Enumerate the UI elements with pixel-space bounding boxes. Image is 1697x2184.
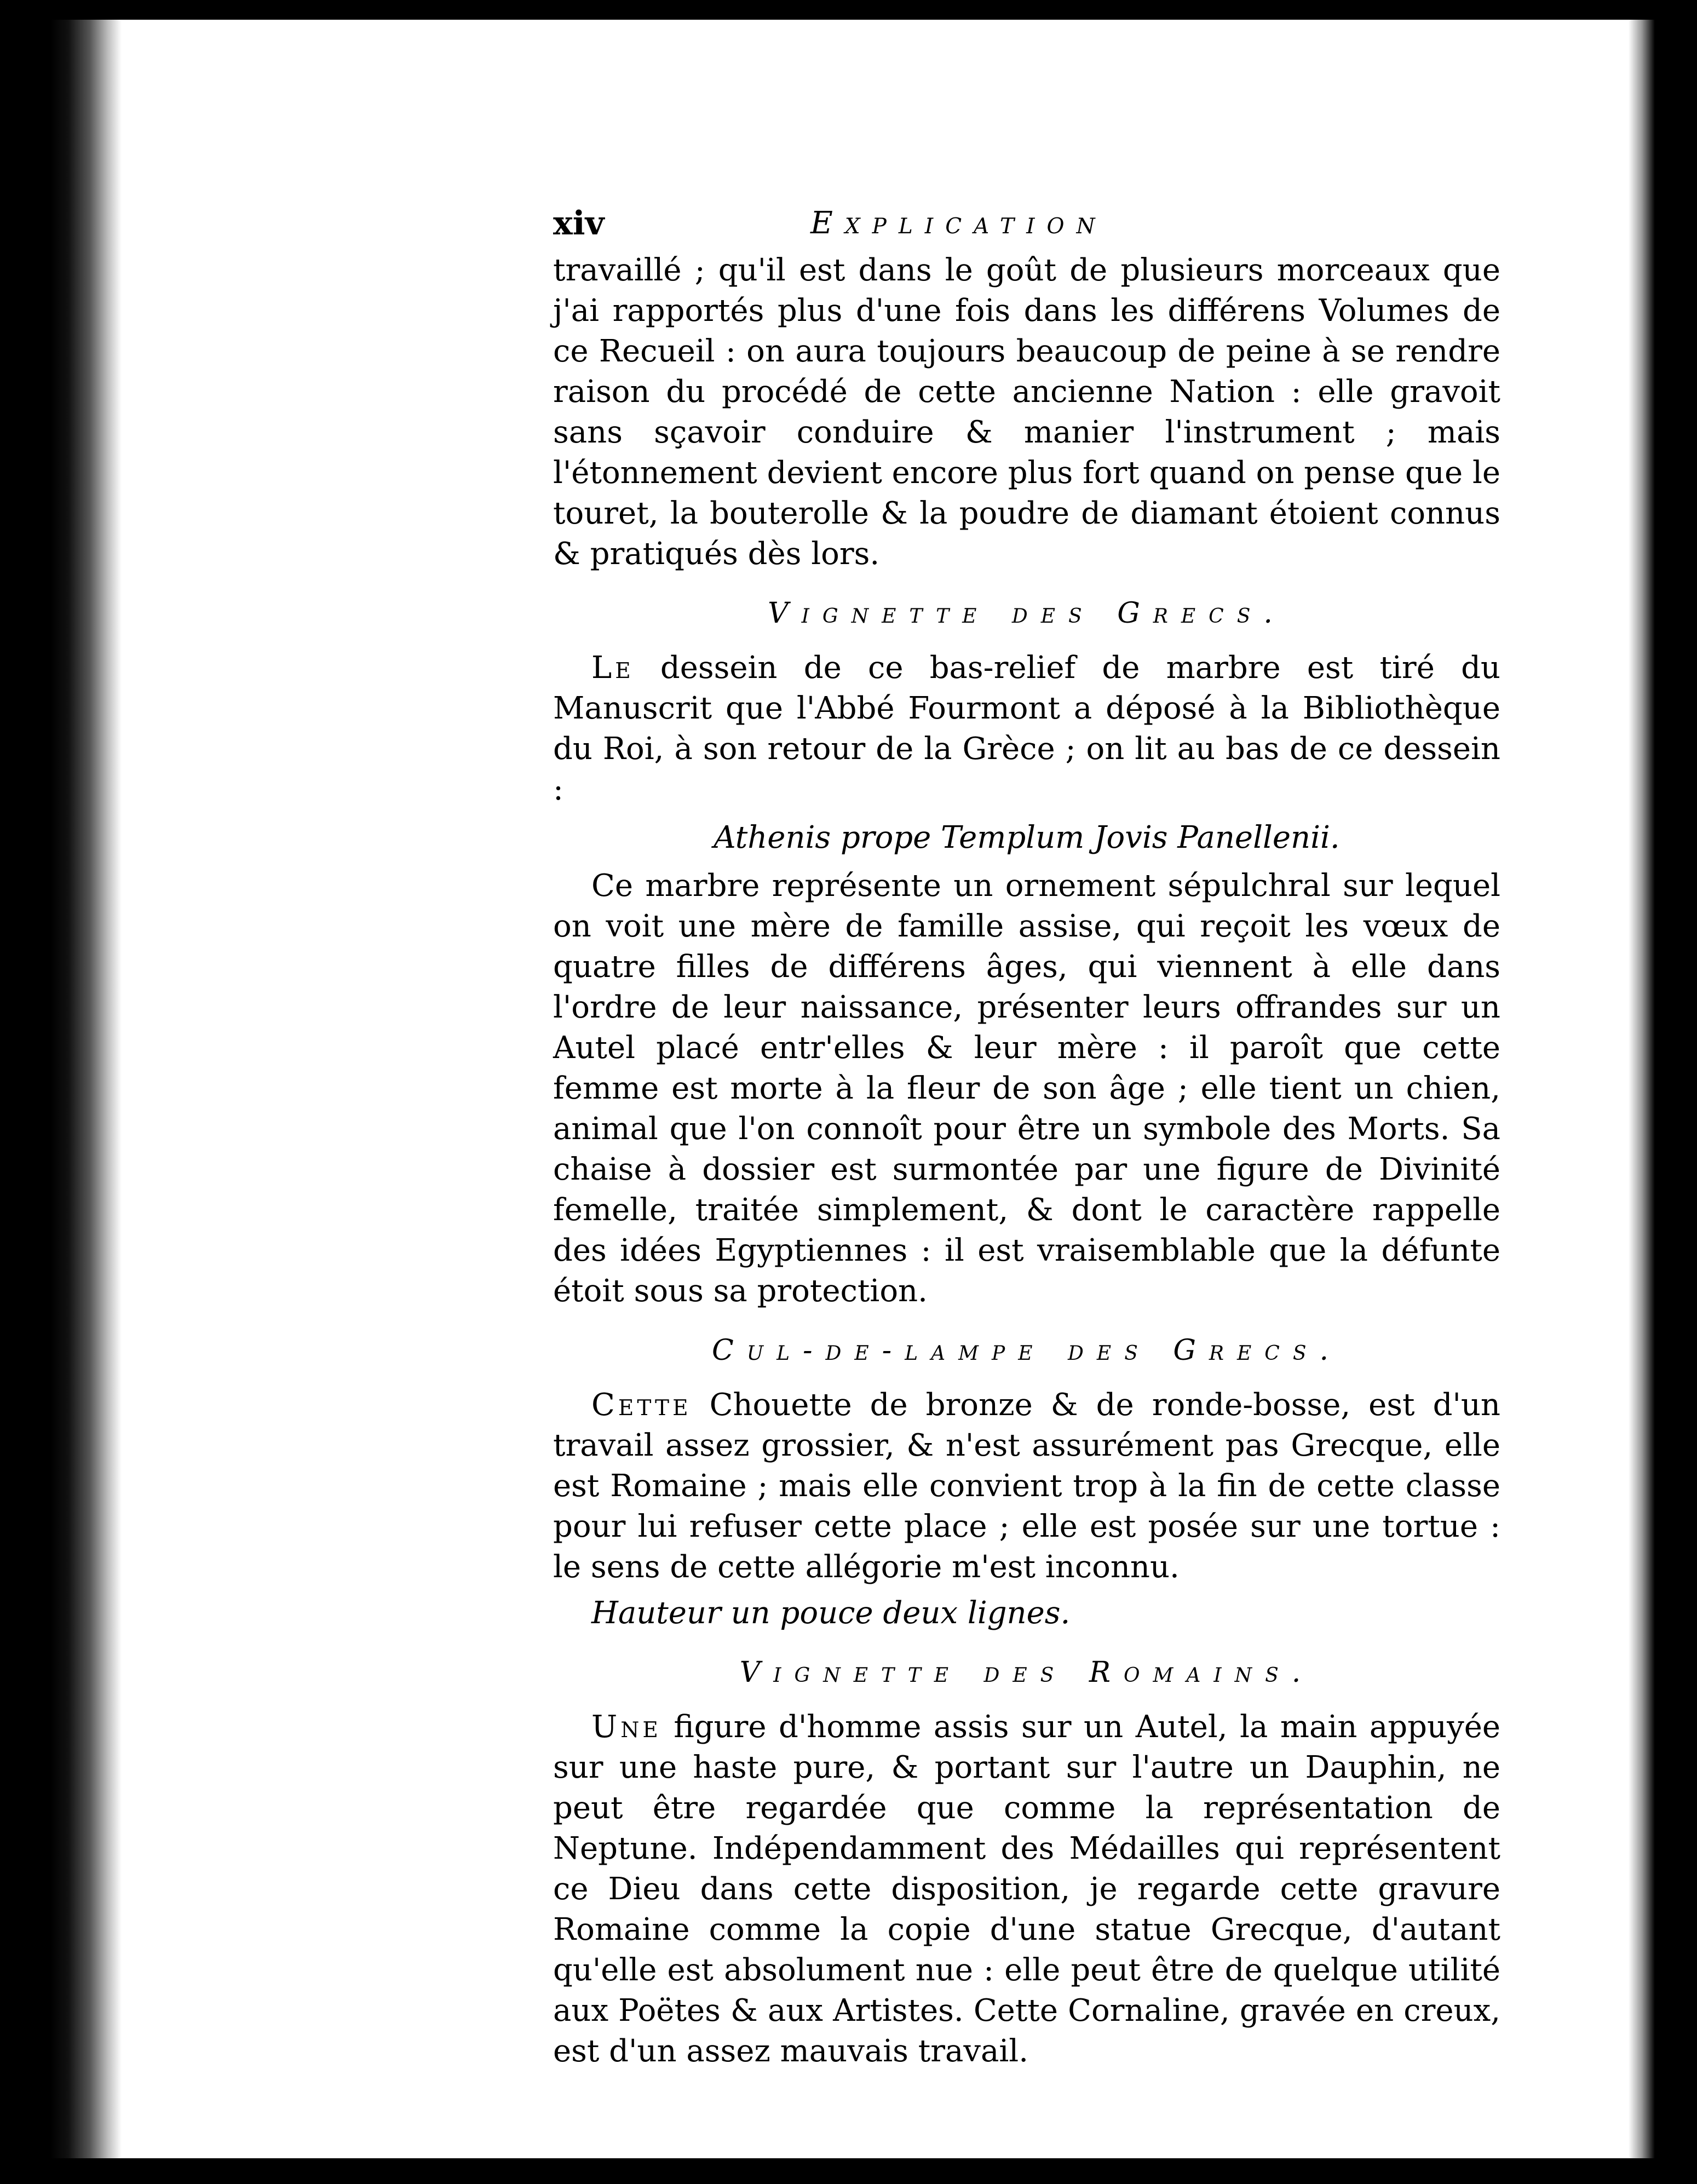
vignette-romains-paragraph: [553, 1707, 1500, 2072]
book-page: [50, 20, 1655, 2158]
section-title-vignette-grecs: Vignette des Grecs.: [768, 597, 1286, 630]
section-title-vignette-romains: Vignette des Romains.: [739, 1656, 1314, 1689]
section-title-cul-de-lampe-grecs: Cul-de-lampe des Grecs.: [711, 1334, 1342, 1367]
dimension-note: Hauteur un pouce deux lignes.: [591, 1595, 1071, 1631]
lead-word: Cette: [591, 1387, 692, 1423]
paragraph-body: Chouette de bronze & de ronde-bosse, est d'un travail assez grossier, & n'est assurément pas Grecque, elle est Romaine ; mais elle convient trop à la fin de cette classe pour lui refuser cette place ; elle est posée sur une tortue : le sens de cette allégorie m'est inconnu.: [553, 1387, 1500, 1585]
scan-gutter-right: [1629, 20, 1655, 2158]
lead-word: Une: [591, 1709, 661, 1745]
vignette-grecs-paragraph-1: [553, 648, 1500, 810]
latin-inscription: Athenis prope Templum Jovis Panellenii.: [714, 820, 1340, 855]
page-number: xiv: [553, 204, 605, 243]
vignette-grecs-paragraph-2: Ce marbre représente un ornement sépulchral sur lequel on voit une mère de famille assise, qui reçoit les vœux de quatre filles de différens âges, qui viennent à elle dans l'ordre de leur naissance, présenter leurs offrandes sur un Autel placé entr'elles & leur mère : il paroît que cette femme est morte à la fleur de son âge ; elle tient un chien, animal que l'on connoît pour être un symbole des Morts. Sa chaise à dossier est surmontée par une figure de Divinité femelle, traitée simplement, & dont le caractère rappelle des idées Egyptiennes : il est vraisemblable que la défunte étoit sous sa protection.: [553, 868, 1500, 1309]
running-head: [553, 203, 1500, 244]
cul-de-lampe-paragraph: [553, 1385, 1500, 1588]
lead-word: Le: [591, 650, 634, 686]
page-text-block: [553, 203, 1500, 2072]
intro-paragraph: travaillé ; qu'il est dans le goût de plusieurs morceaux que j'ai rapportés plus d'une fois dans les différens Volumes de ce Recueil : on aura toujours beaucoup de peine à se rendre raison du procédé de cette ancienne Nation : elle gravoit sans sçavoir conduire & manier l'instrument ; mais l'étonnement devient encore plus fort quand on pense que le touret, la bouterolle & la poudre de diamant étoient connus & pratiqués dès lors.: [553, 252, 1500, 572]
paragraph-body: dessein de ce bas-relief de marbre est tiré du Manuscrit que l'Abbé Fourmont a déposé à la Bibliothèque du Roi, à son retour de la Grèce ; on lit au bas de ce dessein :: [553, 650, 1500, 807]
running-title: Explication: [810, 205, 1107, 241]
scan-gutter-left: [50, 20, 122, 2158]
paragraph-body: figure d'homme assis sur un Autel, la main appuyée sur une haste pure, & portant sur l'autre un Dauphin, ne peut être regardée que comme la représentation de Neptune. Indépendamment des Médailles qui représentent ce Dieu dans cette disposition, je regarde cette gravure Romaine comme la copie d'une statue Grecque, d'autant qu'elle est absolument nue : elle peut être de quelque utilité aux Poëtes & aux Artistes. Cette Cornaline, gravée en creux, est d'un assez mauvais travail.: [553, 1709, 1500, 2069]
